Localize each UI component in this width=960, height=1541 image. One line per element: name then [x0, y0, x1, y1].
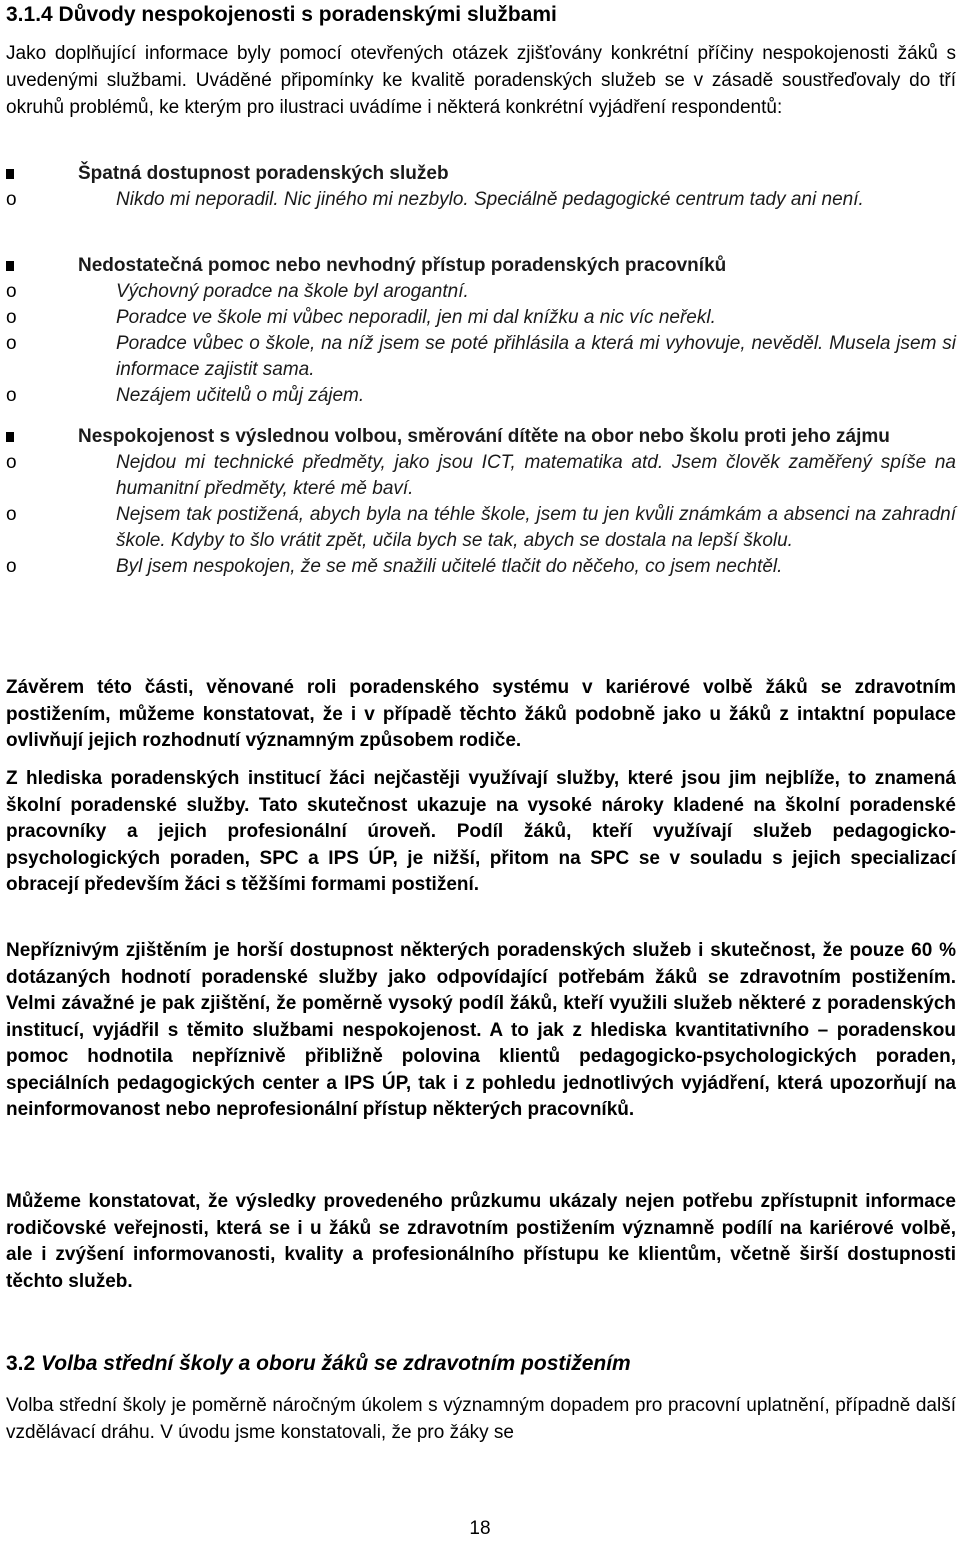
circle-bullet-icon: o [6, 333, 17, 354]
conclusion-paragraph: Závěrem této části, věnované roli poradenského systému v kariérové volbě žáků se zdravotním postižením, můžeme konstatovat, že i v případě těchto žáků podobně jako u žáků z intaktní populace ovlivňují jejich rozhodnutí významným způsobem rodiče. [6, 677, 956, 751]
conclusion-paragraph: Nepříznivým zjištěním je horší dostupnost některých poradenských služeb i skutečnost, že pouze 60 % dotázaných hodnotí poradenské služby jako odpovídající potřebám žáků se zdravotním postižením. Velmi závažné je pak zjištění, že poměrně vysoký podíl žáků, kteří využili služeb některé z poradenských institucí, vyjádřil s těmito službami nespokojenost. A to jak z hlediska kvantitativního – poradenskou pomoc hodnotila nepříznivě přibližně polovina klientů pedagogicko-psychologických poraden, speciálních pedagogických center a IPS ÚP, tak i z pohledu jednotlivých vyjádření, která upozorňují na neinformovanost nebo neprofesionální přístup některých pracovníků. [6, 940, 956, 1120]
circle-bullet-icon: o [6, 189, 17, 210]
list-item [6, 383, 956, 409]
conclusion-paragraph: Můžeme konstatovat, že výsledky provedeného průzkumu ukázaly nejen potřebu zpřístupnit informace rodičovské veřejnosti, která se i u žáků se zdravotním postižením významně podílí na kariérové volbě, ale i zvýšení informovanosti, kvality a profesionálního přístupu ke klientům, včetně širší dostupnosti těchto služeb. [6, 1191, 956, 1292]
bullet-group-title: Špatná dostupnost poradenských služeb [78, 163, 449, 184]
bullet-group [6, 161, 956, 213]
page-number: 18 [469, 1518, 491, 1539]
square-bullet-icon [6, 169, 14, 179]
circle-bullet-icon: o [6, 385, 17, 406]
bullet-group [6, 424, 956, 580]
quote-text: Výchovný poradce na škole byl arogantní. [116, 281, 469, 302]
quote-text: Nezájem učitelů o můj zájem. [116, 385, 365, 406]
bullet-group-title: Nedostatečná pomoc nebo nevhodný přístup poradenských pracovníků [78, 255, 727, 276]
bullet-group [6, 253, 956, 409]
conclusion-paragraph: Z hlediska poradenských institucí žáci nejčastěji využívají služby, které jsou jim nejblíže, to znamená školní poradenské služby. Tato skutečnost ukazuje na vysoké nároky kladené na školní poradenské pracovníky a jejich profesionální úroveň. Podíl žáků, kteří využívají služeb pedagogicko-psychologických poraden, SPC a IPS ÚP, je nižší, přitom na SPC se v souladu s jejich specializací obracejí především žáci s těžšími formami postižení. [6, 768, 956, 895]
list-item [6, 502, 956, 554]
circle-bullet-icon: o [6, 307, 17, 328]
section-2-paragraph: Volba střední školy je poměrně náročným úkolem s významným dopadem pro pracovní uplatnění, případně další vzdělávací dráhu. V úvodu jsme konstatovali, že pro žáky se [6, 1395, 956, 1443]
quote-list [6, 279, 956, 409]
quote-text: Byl jsem nespokojen, že se mě snažili učitelé tlačit do něčeho, co jsem nechtěl. [116, 556, 783, 577]
quote-list [6, 450, 956, 580]
quote-list [6, 187, 956, 213]
list-item [6, 554, 956, 580]
section-2-number: 3.2 [6, 1352, 36, 1375]
quote-text: Poradce vůbec o škole, na níž jsem se poté přihlásila a která mi vyhovuje, nevěděl. Musela jsem si informace zajistit sama. [116, 333, 956, 380]
list-item [6, 331, 956, 383]
list-item [6, 450, 956, 502]
quote-text: Nejsem tak postižená, abych byla na téhle škole, jsem tu jen kvůli známkám a absenci na zahradní škole. Kdyby to šlo vrátit zpět, učila bych se tak, abych se dostala na lepší školu. [116, 504, 956, 551]
square-bullet-icon [6, 432, 14, 442]
section-2-title: Volba střední školy a oboru žáků se zdravotním postižením [41, 1352, 631, 1375]
intro-paragraph: Jako doplňující informace byly pomocí otevřených otázek zjišťovány konkrétní příčiny nespokojenosti žáků s uvedenými službami. Uváděné připomínky ke kvalitě poradenských služeb se v zásadě soustřeďovaly do tří okruhů problémů, ke kterým pro ilustraci uvádíme i některá konkrétní vyjádření respondentů: [6, 43, 956, 118]
circle-bullet-icon: o [6, 452, 17, 473]
list-item [6, 305, 956, 331]
bullet-group-title: Nespokojenost s výslednou volbou, směrování dítěte na obor nebo školu proti jeho zájmu [78, 426, 890, 447]
quote-text: Poradce ve škole mi vůbec neporadil, jen mi dal knížku a nic víc neřekl. [116, 307, 716, 328]
circle-bullet-icon: o [6, 504, 17, 525]
circle-bullet-icon: o [6, 556, 17, 577]
section-heading: 3.1.4 Důvody nespokojenosti s poradenskými službami [6, 3, 557, 26]
quote-text: Nejdou mi technické předměty, jako jsou ICT, matematika atd. Jsem člověk zaměřený spíše na humanitní předměty, které mě baví. [116, 452, 956, 499]
quote-text: Nikdo mi neporadil. Nic jiného mi nezbylo. Speciálně pedagogické centrum tady ani není. [116, 189, 864, 210]
circle-bullet-icon: o [6, 281, 17, 302]
square-bullet-icon [6, 261, 14, 271]
list-item [6, 279, 956, 305]
list-item [6, 187, 956, 213]
section-2-heading [6, 1352, 631, 1376]
